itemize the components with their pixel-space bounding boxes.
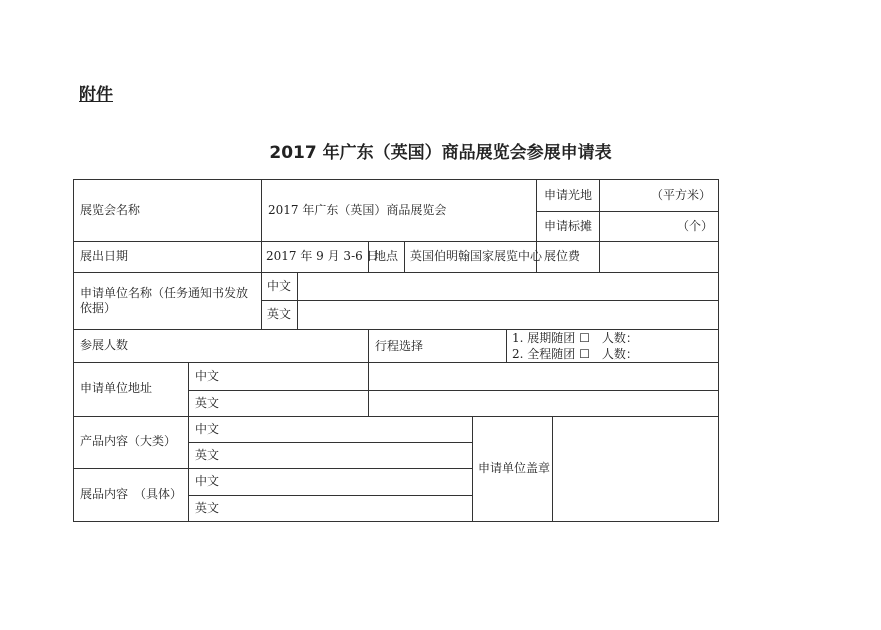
standard-booth-label: 申请标摊 [544,219,593,233]
exhibit-date-label: 展出日期 [80,249,129,263]
exhibit-english-label: 英文 [195,501,220,515]
table-border-bottom [73,521,719,522]
address-english-label: 英文 [195,396,220,410]
table-rule [73,329,719,330]
table-rule [188,362,189,522]
raw-space-label: 申请光地 [544,188,593,202]
product-english-label: 英文 [195,448,220,462]
table-rule [261,179,262,329]
itinerary-label: 行程选择 [375,339,424,353]
table-rule [472,416,473,522]
form-title: 2017 年广东（英国）商品展览会参展申请表 [269,143,612,163]
table-rule [599,179,600,272]
table-rule [188,442,472,443]
applicant-name-english-label: 英文 [267,307,292,321]
exhibition-name-value: 2017 年广东（英国）商品展览会 [268,203,447,217]
exhibit-date-value: 2017 年 9 月 3-6 日 [266,249,379,263]
table-rule [297,272,298,329]
table-rule [404,241,405,272]
table-rule [73,272,719,273]
table-border-left [73,179,74,522]
exhibit-chinese-label: 中文 [195,474,220,488]
itinerary-option-full-tour: 2. 全程随团 ☐ 人数： [512,347,638,361]
venue-label: 地点 [374,249,399,263]
seal-label: 申请单位盖章 [478,461,551,475]
table-border-right [718,179,719,522]
table-rule [368,329,369,416]
table-rule [73,416,719,417]
applicant-name-chinese-label: 中文 [267,279,292,293]
table-rule [73,468,472,469]
itinerary-option-group-tour: 1. 展期随团 ☐ 人数： [512,331,638,345]
table-rule [506,329,507,362]
applicant-name-label: 申请单位名称（任务通知书发放依据） [80,286,249,315]
applicant-address-label: 申请单位地址 [80,381,153,395]
table-rule [188,390,719,391]
table-rule [261,300,719,301]
table-rule [536,211,719,212]
table-rule [73,362,719,363]
standard-booth-unit: （个） [677,219,714,233]
exhibit-content-label: 展品内容 （具体） [80,487,183,501]
table-border-top [73,179,719,180]
booth-fee-label: 展位费 [544,249,581,263]
attachment-label: 附件 [79,85,113,105]
address-chinese-label: 中文 [195,369,220,383]
product-chinese-label: 中文 [195,422,220,436]
product-content-label: 产品内容（大类） [80,434,177,448]
table-rule [73,241,719,242]
exhibition-name-label: 展览会名称 [80,203,141,217]
table-rule [188,495,472,496]
raw-space-unit: （平方米） [651,188,712,202]
venue-value: 英国伯明翰国家展览中心 [410,249,543,263]
participants-label: 参展人数 [80,338,129,352]
table-rule [552,416,553,522]
